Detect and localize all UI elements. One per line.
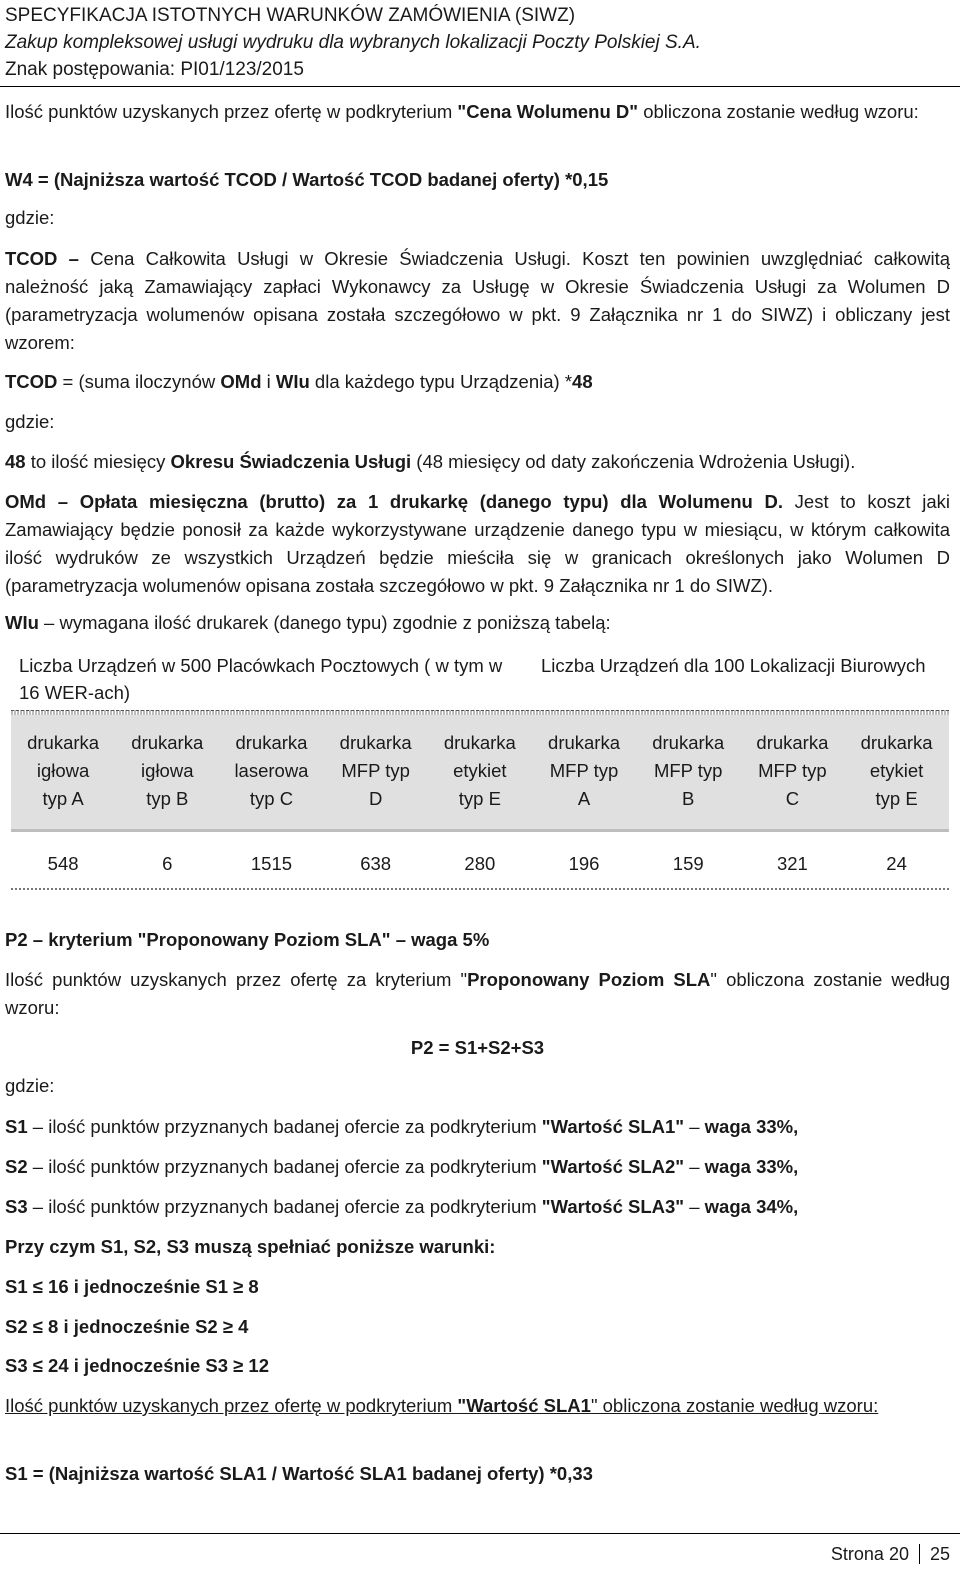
table-cell: 321 [776,853,808,874]
sla1-formula: S1 = (Najniższa wartość SLA1 / Wartość SLA1 badanej oferty) *0,33 [5,1463,593,1484]
formula-w4: W4 = (Najniższa wartość TCOD / Wartość TCOD badanej oferty) *0,15 [5,169,609,190]
document-header [5,2,701,83]
table-cell: 24 [886,853,907,874]
header-subject: Zakup kompleksowej usługi wydruku dla wybranych lokalizacji Poczty Polskiej S.A. [5,32,701,53]
tcod-formula: TCOD = (suma iloczynów OMd i WIu dla każdego typu Urządzenia) *48 [5,371,593,392]
footer-separator [919,1544,920,1564]
col-header: drukarka MFP typ A [548,732,621,809]
where-label-3: gdzie: [5,1075,55,1096]
p2-formula: P2 = S1+S2+S3 [410,1037,545,1058]
table-cell: 6 [162,853,173,874]
condition-s1: S1 ≤ 16 i jednocześnie S1 ≥ 8 [5,1276,259,1297]
conditions-title: Przy czym S1, S2, S3 muszą spełniać poniższe warunki: [5,1236,496,1257]
s2-definition: S2 – ilość punktów przyznanych badanej ofercie za podkryterium "Wartość SLA2" – waga 33%, [5,1156,799,1177]
header-title: SPECYFIKACJA ISTOTNYCH WARUNKÓW ZAMÓWIENIA (SIWZ) [5,5,576,26]
s3-definition: S3 – ilość punktów przyznanych badanej ofercie za podkryterium "Wartość SLA3" – waga 34%, [5,1196,799,1217]
page-total: 25 [929,1544,950,1564]
col-header: drukarka etykiet typ E [860,732,933,809]
where-label-1: gdzie: [5,207,55,228]
table-group-header [11,650,949,710]
where-label-2: gdzie: [5,411,55,432]
col-header: drukarka igłowa typ A [27,732,100,809]
col-header: drukarka MFP typ C [756,732,829,809]
sla1-intro: Ilość punktów uzyskanych przez ofertę w podkryterium "Wartość SLA1" obliczona zostanie według wzoru: [5,1395,879,1416]
table-column-headers [11,715,949,832]
device-count-table [11,650,949,890]
group-header-office-locations: Liczba Urządzeń dla 100 Lokalizacji Biurowych [541,655,926,676]
table-cell: 1515 [250,853,293,874]
group-header-post-offices: Liczba Urządzeń w 500 Placówkach Pocztowych ( w tym w 16 WER-ach) [19,655,503,703]
intro-paragraph: Ilość punktów uzyskanych przez ofertę w podkryterium "Cena Wolumenu D" obliczona zostanie według wzoru: [5,101,919,122]
table-cell: 159 [672,853,704,874]
col-header: drukarka laserowa typ C [234,732,309,809]
months-definition: 48 to ilość miesięcy Okresu Świadczenia Usługi (48 miesięcy od daty zakończenia Wdrożenia Usługi). [5,451,856,472]
header-reference: Znak postępowania: PI01/123/2015 [5,59,304,80]
wiu-definition: WIu – wymagana ilość drukarek (danego typu) zgodnie z poniższą tabelą: [5,612,611,633]
col-header: drukarka igłowa typ B [131,732,204,809]
table-cell: 638 [360,853,392,874]
table-cell: 280 [464,853,496,874]
footer-divider [0,1533,960,1534]
condition-s2: S2 ≤ 8 i jednocześnie S2 ≥ 4 [5,1316,249,1337]
page-footer [831,1544,950,1565]
table-cell: 196 [568,853,600,874]
col-header: drukarka MFP typ D [339,732,412,809]
s1-definition: S1 – ilość punktów przyznanych badanej ofercie za podkryterium "Wartość SLA1" – waga 33%, [5,1116,799,1137]
p2-intro: Ilość punktów uzyskanych przez ofertę za kryterium "Proponowany Poziom SLA" obliczona zostanie według wzoru: [5,969,950,1018]
tcod-definition: TCOD – Cena Całkowita Usługi w Okresie Świadczenia Usługi. Koszt ten powinien uwzględniać całkowitą należność jaką Zamawiający zapłaci Wykonawcy za Usługę w Okresie Świadczenia Usługi za Wolumen D (parametryzacja wolumenów opisana została szczegółowo w pkt. 9 Załącznika nr 1 do SIWZ) i obliczany jest wzorem: [5,248,950,353]
condition-s3: S3 ≤ 24 i jednocześnie S3 ≥ 12 [5,1355,270,1376]
p2-title: P2 – kryterium "Proponowany Poziom SLA" – waga 5% [5,929,490,950]
table-row [11,832,949,890]
omd-definition: OMd – Opłata miesięczna (brutto) za 1 drukarkę (danego typu) dla Wolumenu D. Jest to koszt jaki Zamawiający będzie ponosił za każde wykorzystywane urządzenie danego typu w miesiącu, w którym całkowita ilość wydruków ze wszystkich Urządzeń będzie mieściła się w granicach określonych jako Wolumen D (parametryzacja wolumenów opisana została szczegółowo w pkt. 9 Załącznika nr 1 do SIWZ). [5,491,950,596]
col-header: drukarka etykiet typ E [443,732,516,809]
page-number: Strona 20 [830,1544,909,1564]
col-header: drukarka MFP typ B [652,732,725,809]
table-cell: 548 [47,853,79,874]
header-divider [0,86,960,87]
